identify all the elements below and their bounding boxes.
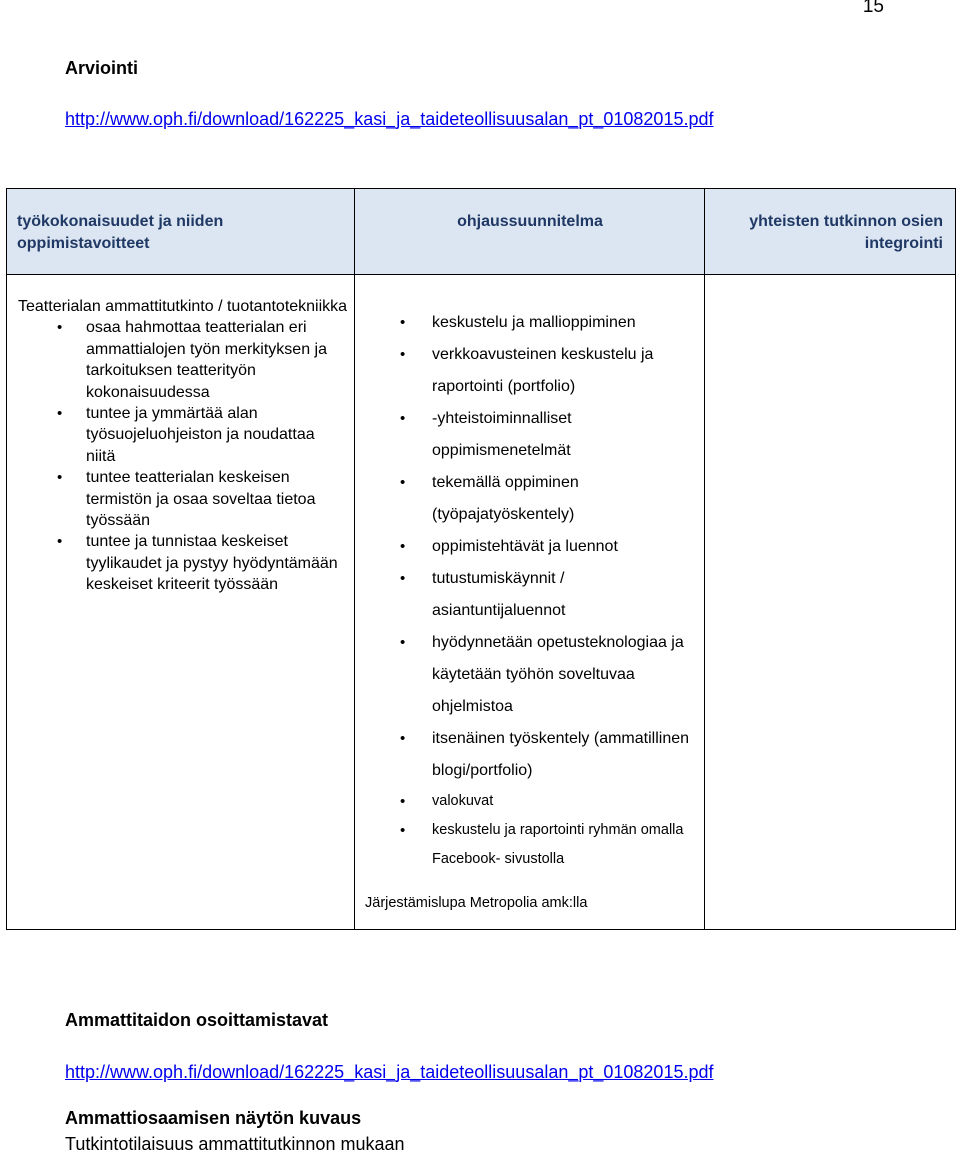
- section-title-osoittamistavat: Ammattitaidon osoittamistavat: [65, 1010, 329, 1030]
- header-common-units: yhteisten tutkinnon osien integrointi: [749, 213, 943, 252]
- section-title-naytto: Ammattiosaamisen näytön kuvaus: [65, 1108, 362, 1128]
- list-item: • keskustelu ja raportointi ryhmän omalla Facebook- sivustolla: [392, 816, 702, 874]
- header-learning-goals: työkokonaisuudet ja niiden oppimistavoitteet: [17, 213, 224, 252]
- list-item: • tuntee ja ymmärtää alan työsuojeluohjeiston ja noudattaa niitä: [18, 403, 348, 467]
- curriculum-table: [6, 188, 956, 930]
- degree-title: Teatterialan ammattitutkinto / tuotantotekniikka: [18, 298, 348, 315]
- section-title-arviointi: Arviointi: [65, 58, 139, 78]
- oph-pdf-link[interactable]: http://www.oph.fi/download/162225_kasi_ja_taideteollisuusalan_pt_01082015.pdf: [65, 109, 714, 129]
- column-divider: [354, 189, 355, 929]
- list-item: • hyödynnetään opetusteknologiaa ja käytetään työhön soveltuvaa ohjelmistoa: [392, 627, 702, 723]
- list-item: • keskustelu ja mallioppiminen: [392, 307, 702, 339]
- list-item: • tekemällä oppiminen (työpajatyöskentely): [392, 467, 702, 531]
- list-item: • verkkoavusteinen keskustelu ja raportointi (portfolio): [392, 339, 702, 403]
- list-item: • osaa hahmottaa teatterialan eri ammattialojen työn merkityksen ja tarkoituksen teatterityön kokonaisuudessa: [18, 317, 348, 403]
- table-header-row: [7, 189, 955, 275]
- list-item: • tutustumiskäynnit / asiantuntijaluennot: [392, 563, 702, 627]
- column-divider: [704, 189, 705, 929]
- list-item: • itsenäinen työskentely (ammatillinen blogi/portfolio): [392, 723, 702, 787]
- header-guidance-plan: ohjaussuunnitelma: [457, 213, 603, 230]
- methods-list: [392, 307, 702, 874]
- list-item: • tuntee ja tunnistaa keskeiset tyylikaudet ja pystyy hyödyntämään keskeiset kriteerit työssään: [18, 531, 348, 595]
- list-item: • -yhteistoiminnalliset oppimismenetelmät: [392, 403, 702, 467]
- page-number: 15: [862, 0, 884, 17]
- oph-pdf-link-2[interactable]: http://www.oph.fi/download/162225_kasi_ja_taideteollisuusalan_pt_01082015.pdf: [65, 1062, 714, 1082]
- learning-goals-cell: [18, 296, 348, 596]
- list-item: • oppimistehtävät ja luennot: [392, 531, 702, 563]
- list-item: • valokuvat: [392, 787, 702, 816]
- guidance-plan-cell: [392, 307, 702, 874]
- list-item: • tuntee teatterialan keskeisen termistön ja osaa soveltaa tietoa työssään: [18, 467, 348, 531]
- license-note: Järjestämislupa Metropolia amk:lla: [365, 895, 588, 911]
- goals-list: [18, 317, 348, 595]
- naytto-description: Tutkintotilaisuus ammattitutkinnon mukaan: [65, 1134, 405, 1154]
